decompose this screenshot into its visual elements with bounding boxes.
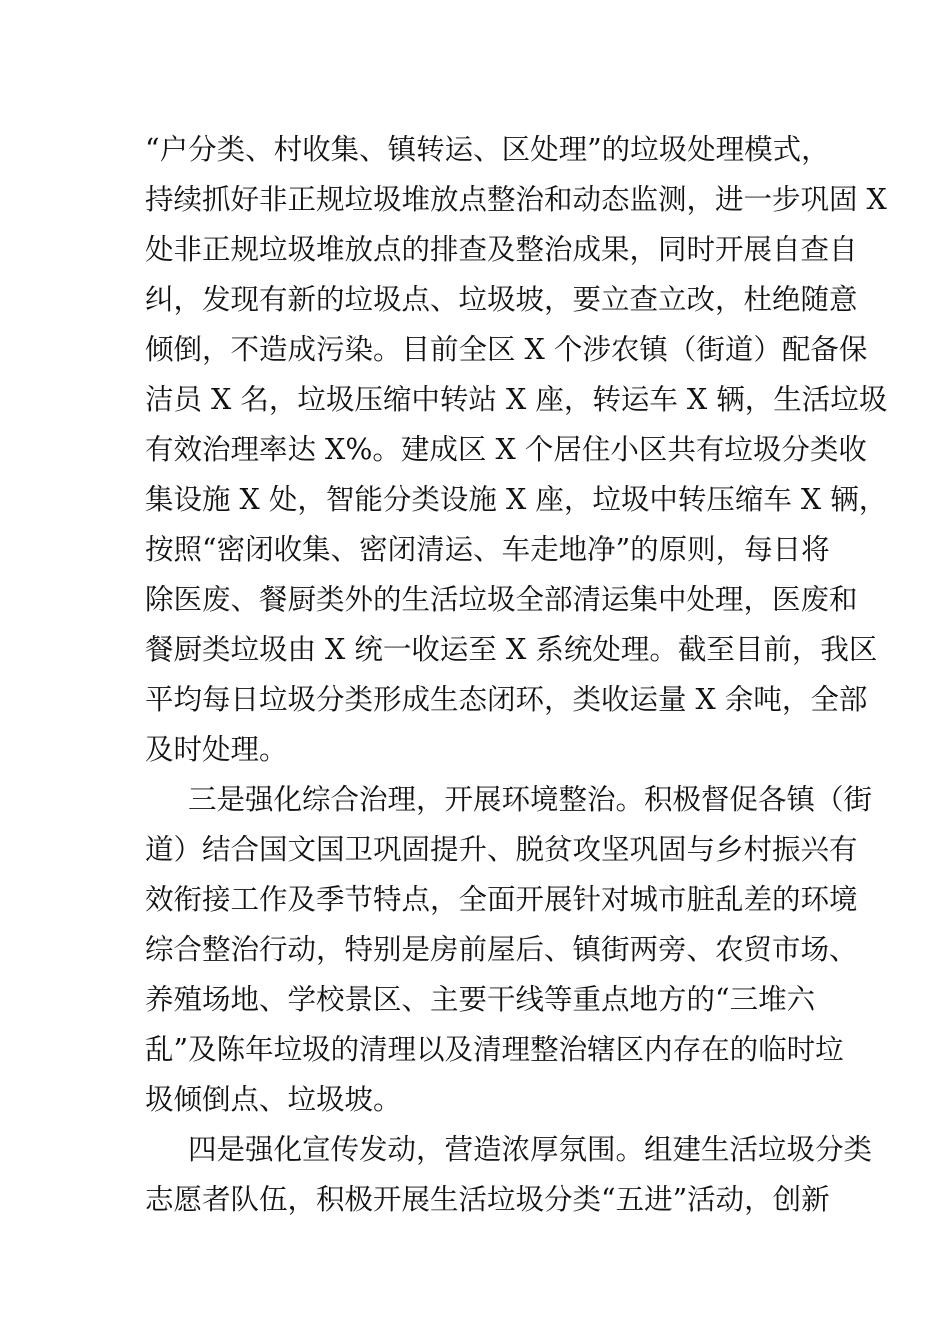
paragraph-first-line: 三是强化综合治理，开展环境整治。积极督促各镇（街 <box>188 783 873 816</box>
text-line: 有效治理率达 X%。建成区 X 个居住小区共有垃圾分类收 <box>145 433 867 466</box>
text-line: 餐厨类垃圾由 X 统一收运至 X 系统处理。截至目前，我区 <box>145 633 878 666</box>
text-line: 纠，发现有新的垃圾点、垃圾坡，要立查立改，杜绝随意 <box>145 283 858 316</box>
text-line: 平均每日垃圾分类形成生态闭环，类收运量 X 余吨，全部 <box>145 683 868 716</box>
paragraph-end-line: 圾倾倒点、垃圾坡。 <box>145 1083 402 1116</box>
text-line: 集设施 X 处，智能分类设施 X 座，垃圾中转压缩车 X 辆， <box>145 483 888 516</box>
text-line: 乱”及陈年垃圾的清理以及清理整治辖区内存在的临时垃 <box>145 1033 844 1066</box>
text-line: 洁员 X 名，垃圾压缩中转站 X 座，转运车 X 辆，生活垃圾 <box>145 383 888 416</box>
paragraph-end-line: 及时处理。 <box>145 733 288 766</box>
text-line: 道）结合国文国卫巩固提升、脱贫攻坚巩固与乡村振兴有 <box>145 833 858 866</box>
text-line: “户分类、村收集、镇转运、区处理”的垃圾处理模式， <box>145 133 830 166</box>
text-line: 按照“密闭收集、密闭清运、车走地净”的原则，每日将 <box>145 533 830 566</box>
text-line: 持续抓好非正规垃圾堆放点整治和动态监测，进一步巩固 X <box>145 183 887 216</box>
text-line: 处非正规垃圾堆放点的排查及整治成果，同时开展自查自 <box>145 233 858 266</box>
text-line: 效衔接工作及季节特点，全面开展针对城市脏乱差的环境 <box>145 883 858 916</box>
text-line: 志愿者队伍，积极开展生活垃圾分类“五进”活动，创新 <box>145 1183 830 1216</box>
text-line: 养殖场地、学校景区、主要干线等重点地方的“三堆六 <box>145 983 816 1016</box>
text-line: 倾倒，不造成污染。目前全区 X 个涉农镇（街道）配备保 <box>145 333 868 366</box>
paragraph-first-line: 四是强化宣传发动，营造浓厚氛围。组建生活垃圾分类 <box>188 1133 873 1166</box>
text-line: 除医废、餐厨类外的生活垃圾全部清运集中处理，医废和 <box>145 583 858 616</box>
text-line: 综合整治行动，特别是房前屋后、镇街两旁、农贸市场、 <box>145 933 858 966</box>
